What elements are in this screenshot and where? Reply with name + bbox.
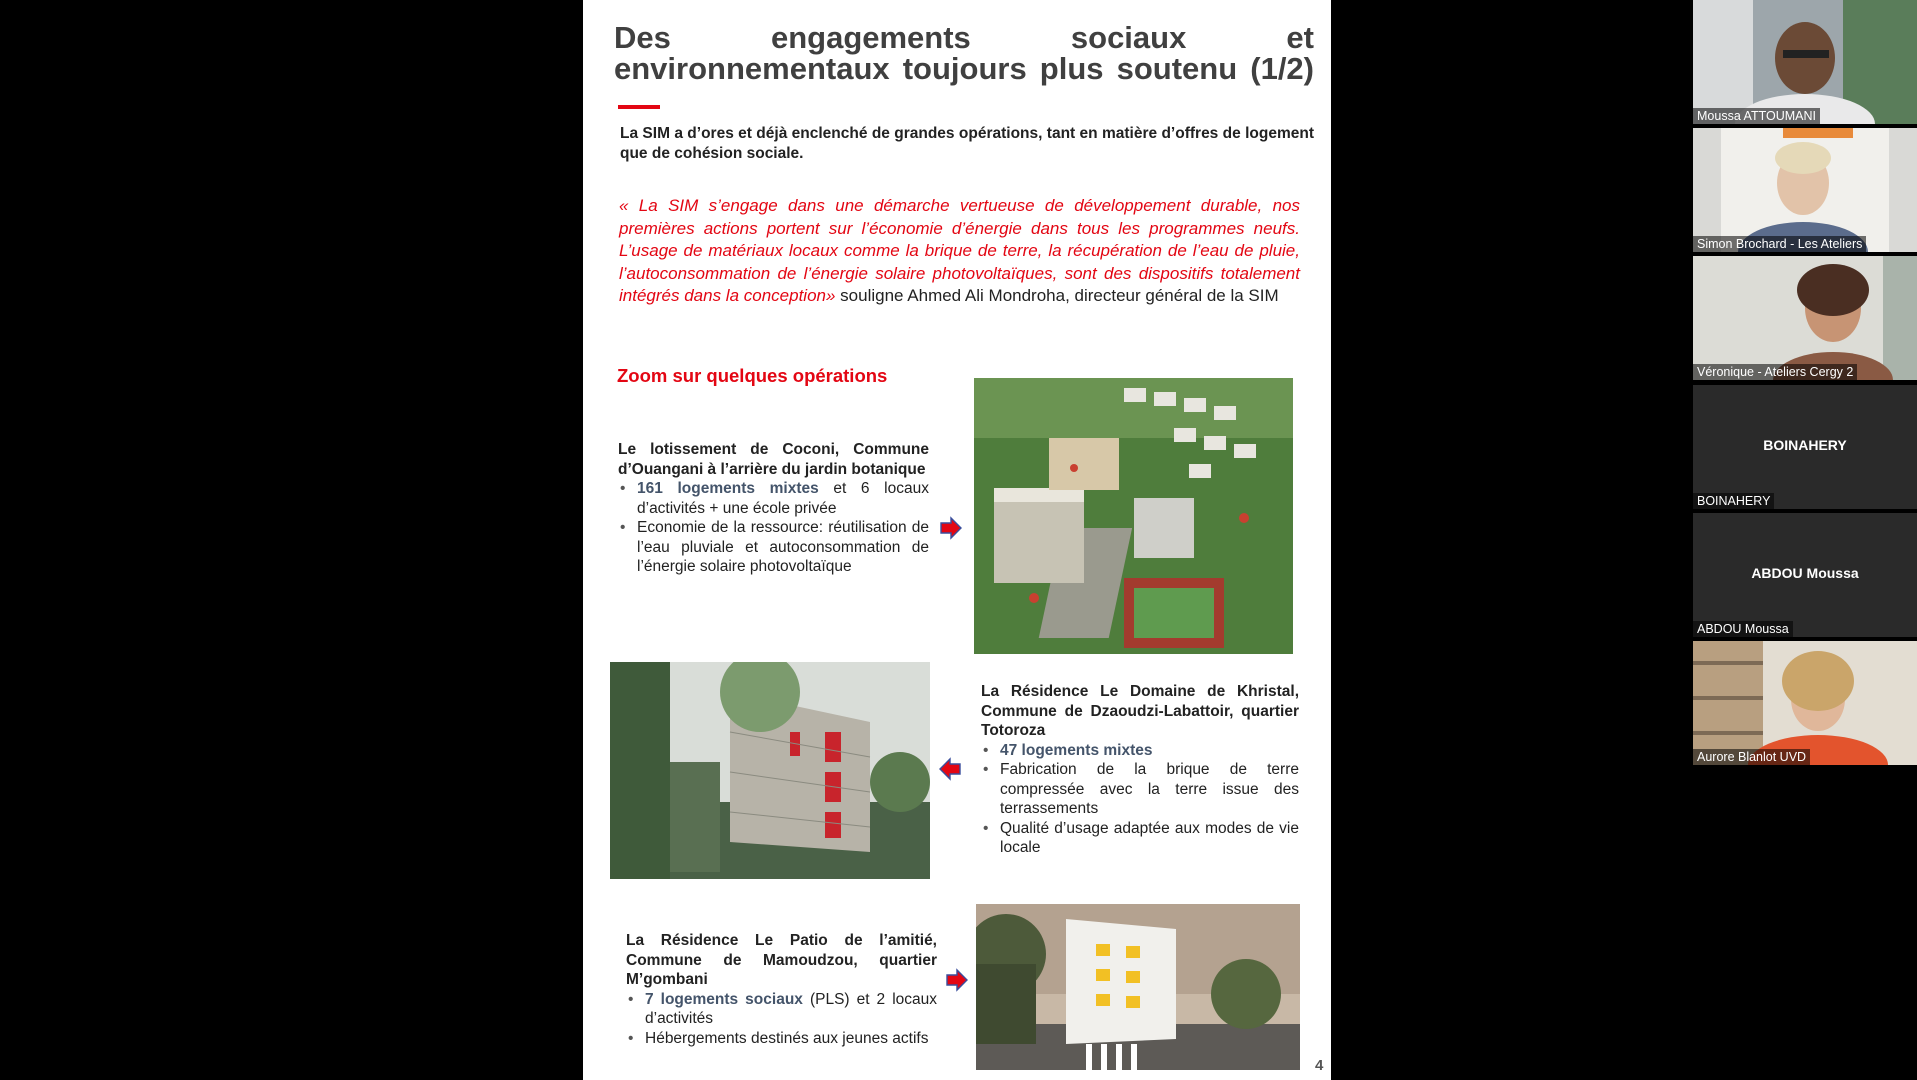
slide-title-line1: Des engagements sociaux et (614, 20, 1314, 55)
page-number: 4 (1315, 1057, 1324, 1074)
operation-coconi (618, 440, 929, 577)
intro-text: La SIM a d’ores et déjà enclenché de grandes opérations, tant en matière d’offres de logement que de cohésion sociale. (620, 125, 1314, 162)
list-item (626, 990, 937, 1029)
list-item (981, 741, 1299, 761)
list-item (618, 479, 929, 518)
quote-attribution: souligne Ahmed Ali Mondroha, directeur général de la SIM (835, 286, 1279, 305)
bullet-text: (PLS) et 2 locaux d’activités (645, 990, 937, 1027)
operation-coconi-title: Le lotissement de Coconi, Commune d’Ouangani à l’arrière du jardin botanique (618, 441, 929, 478)
participant-tile[interactable] (1693, 641, 1917, 765)
bullet-text: et 6 locaux d’activités + une école privée (637, 480, 929, 517)
quote-text: « La SIM s’engage dans une démarche vertueuse de développement durable, nos premières actions portent sur l’économie d’énergie dans tous les programmes neufs. L’usage de matériaux locaux comme la brique de terre, la récupération de l’eau de pluie, l’autoconsommation de l’énergie solaire photovoltaïques, sont des dispositifs totalement intégrés dans la conception» (619, 196, 1300, 305)
video-feed (1693, 0, 1917, 124)
operation-patio (626, 931, 937, 1048)
bullet-text: Qualité d’usage adaptée aux modes de vie locale (1000, 819, 1299, 856)
video-feed (1693, 256, 1917, 380)
participant-tile[interactable] (1693, 256, 1917, 380)
zoom-heading: Zoom sur quelques opérations (617, 365, 888, 386)
participant-center-name: BOINAHERY (1763, 437, 1847, 453)
participant-name: Véronique - Ateliers Cergy 2 (1693, 364, 1857, 380)
participant-tile[interactable] (1693, 0, 1917, 124)
presentation-slide (583, 0, 1331, 1080)
arrow-left-icon (938, 757, 962, 781)
highlight-count: 47 logements mixtes (1000, 741, 1153, 759)
participant-tile[interactable] (1693, 128, 1917, 252)
participant-center-name: ABDOU Moussa (1751, 565, 1859, 581)
video-feed (1693, 641, 1917, 765)
participant-name: Aurore Blanlot UVD (1693, 749, 1810, 765)
participant-tile[interactable] (1693, 513, 1917, 637)
participant-tile[interactable] (1693, 385, 1917, 509)
list-item (981, 760, 1299, 819)
coconi-aerial-photo (974, 378, 1293, 654)
bullet-text: Fabrication de la brique de terre compressée avec la terre issue des terrassements (1000, 761, 1299, 817)
participant-name: Moussa ATTOUMANI (1693, 108, 1820, 124)
list-item (626, 1029, 937, 1049)
highlight-count: 7 logements sociaux (645, 990, 803, 1008)
bullet-text: Economie de la ressource: réutilisation de l’eau pluviale et autoconsommation de l’énergie solaire photovoltaïque (637, 519, 929, 575)
title-accent-bar (618, 105, 660, 109)
slide-title-line2: environnementaux toujours plus soutenu (1/2) (614, 51, 1314, 86)
operation-khristal (981, 682, 1299, 858)
patio-residence-photo (976, 904, 1300, 1070)
operation-khristal-title: La Résidence Le Domaine de Khristal, Commune de Dzaoudzi-Labattoir, quartier Totoroza (981, 683, 1299, 739)
operation-patio-title: La Résidence Le Patio de l’amitié, Commune de Mamoudzou, quartier M’gombani (626, 932, 937, 988)
bullet-text: Hébergements destinés aux jeunes actifs (645, 1029, 929, 1047)
arrow-right-icon (945, 968, 969, 992)
khristal-residence-photo (610, 662, 930, 879)
director-quote (619, 195, 1300, 308)
slide-title (614, 22, 1314, 84)
highlight-count: 161 logements mixtes (637, 480, 819, 497)
video-feed (1693, 128, 1917, 252)
participant-name: BOINAHERY (1693, 493, 1774, 509)
participant-name: Simon Brochard - Les Ateliers (1693, 236, 1866, 252)
participant-name: ABDOU Moussa (1693, 621, 1793, 637)
arrow-right-icon (939, 516, 963, 540)
list-item (981, 819, 1299, 858)
list-item (618, 518, 929, 577)
